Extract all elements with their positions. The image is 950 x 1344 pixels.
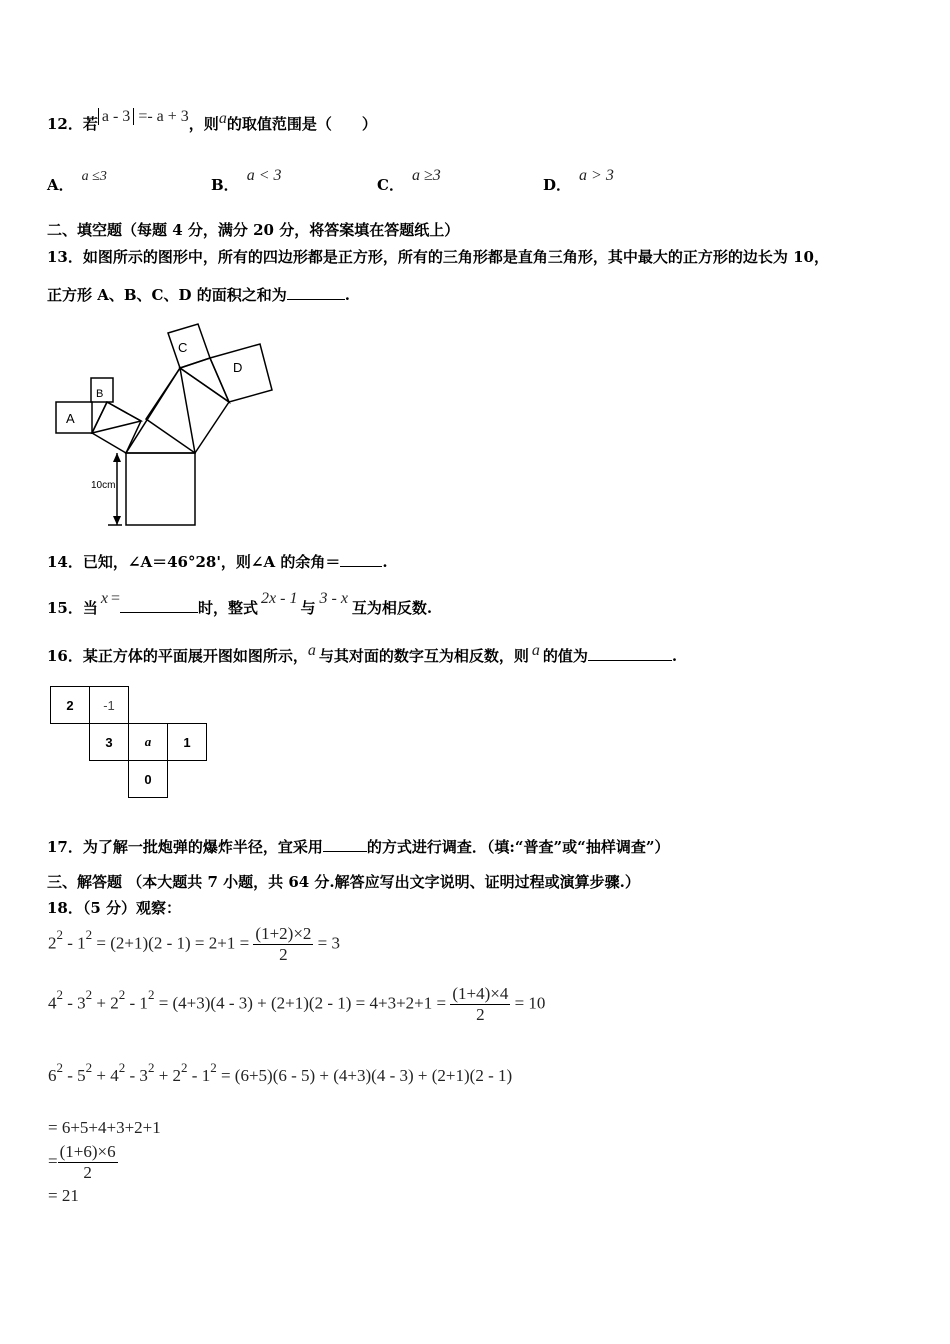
q12-option-c[interactable]: C．a ≥3	[377, 167, 441, 194]
q12-option-a[interactable]: A． a ≤3	[47, 169, 107, 194]
label-a: A	[66, 411, 75, 426]
q15-stem: 15．当x =时，整式2x - 1与3 - x互为相反数.	[47, 590, 433, 617]
small-triangle-right	[180, 358, 229, 402]
net-cell: 1	[168, 724, 207, 761]
q18-eq3: $6^2 - 5^2 + 4^2 - 3^2 + 2^2 - 1^2 = (6+5)(6 - 5) + (4+3)(4 - 3) + (2+1)(2 - 1)$	[48, 1060, 513, 1085]
q12-option-d[interactable]: D．a > 3	[543, 167, 614, 194]
net-cell: 2	[51, 687, 90, 724]
fraction: $\frac{(1+2)\times 2}{2}$	[255, 924, 312, 964]
fraction: $\frac{(1+6)\times 6}{2}$	[59, 1142, 116, 1182]
label-d: D	[233, 360, 243, 375]
q13-line1: 13．如图所示的图形中，所有的四边形都是正方形，所有的三角形都是直角三角形，其中最大的正方形的边长为 10，	[47, 248, 829, 266]
q13-answer-blank[interactable]	[287, 299, 345, 300]
q18-eq1: $2^2 - 1^2 = (2+1)(2 - 1) = 2+1$ = $\frac{(1+2)\times 2}{2}$ = 3	[48, 924, 341, 964]
q12-expression: a - 3 =- a + 3	[98, 108, 189, 125]
q18-eq2: $4^2 - 3^2 + 2^2 - 1^2 = (4+3)(4 - 3) + (2+1)(2 - 1) = 4+3+2+1$ = $\frac{(1+4)\times 4}{2}$ = 10	[48, 984, 546, 1024]
label-b: B	[96, 388, 104, 400]
small-triangle-left	[92, 402, 141, 433]
cube-net	[50, 686, 207, 798]
label-c: C	[178, 340, 188, 355]
q18-eq4: = 6+5+4+3+2+1	[48, 1118, 161, 1137]
net-cell: -1	[90, 687, 129, 724]
net-cell: 3	[90, 724, 129, 761]
q17-answer-blank[interactable]	[323, 851, 367, 852]
section-2-heading: 二、填空题（每题 4 分，满分 20 分，将答案填在答题纸上）	[47, 221, 460, 239]
q16-answer-blank[interactable]	[588, 660, 672, 661]
q17-stem: 17．为了解一批炮弹的爆炸半径，宜采用 的方式进行调查．（填:“普查”或“抽样调查”）	[47, 838, 670, 856]
q12-option-b[interactable]: B．a < 3	[211, 167, 282, 194]
q14-stem: 14．已知，∠A＝46°28'，则∠A 的余角＝ .	[47, 553, 388, 571]
fraction: $\frac{(1+4)\times 4}{2}$	[452, 984, 509, 1024]
q18-title: 18．（5 分）观察：	[47, 899, 182, 917]
q18-eq5: = $\frac{(1+6)\times 6}{2}$	[48, 1142, 116, 1182]
dimension-arrow-down	[113, 516, 121, 525]
big-square	[126, 453, 195, 525]
right-triangle	[126, 368, 195, 453]
dimension-label: 10cm	[91, 480, 116, 491]
square-c	[168, 324, 210, 368]
net-cell-a: a	[129, 724, 168, 761]
q15-answer-blank[interactable]	[120, 612, 198, 613]
q13-line2: 正方形 A、B、C、D 的面积之和为 .	[47, 286, 350, 304]
q16-stem: 16．某正方体的平面展开图如图所示，a 与其对面的数字互为相反数，则 a 的值为 .	[47, 642, 678, 665]
dimension-arrow-up	[113, 453, 121, 462]
net-cell: 0	[129, 761, 168, 798]
section-3-heading: 三、解答题 （本大题共 7 小题，共 64 分.解答应写出文字说明、证明过程或演算步骤.）	[47, 873, 640, 891]
q18-eq6: = 21	[48, 1186, 79, 1205]
q14-answer-blank[interactable]	[340, 566, 382, 567]
pythagoras-figure	[50, 318, 280, 532]
q12-stem: 12．若 a - 3 =- a + 3，则a的取值范围是（ ）	[47, 108, 377, 133]
